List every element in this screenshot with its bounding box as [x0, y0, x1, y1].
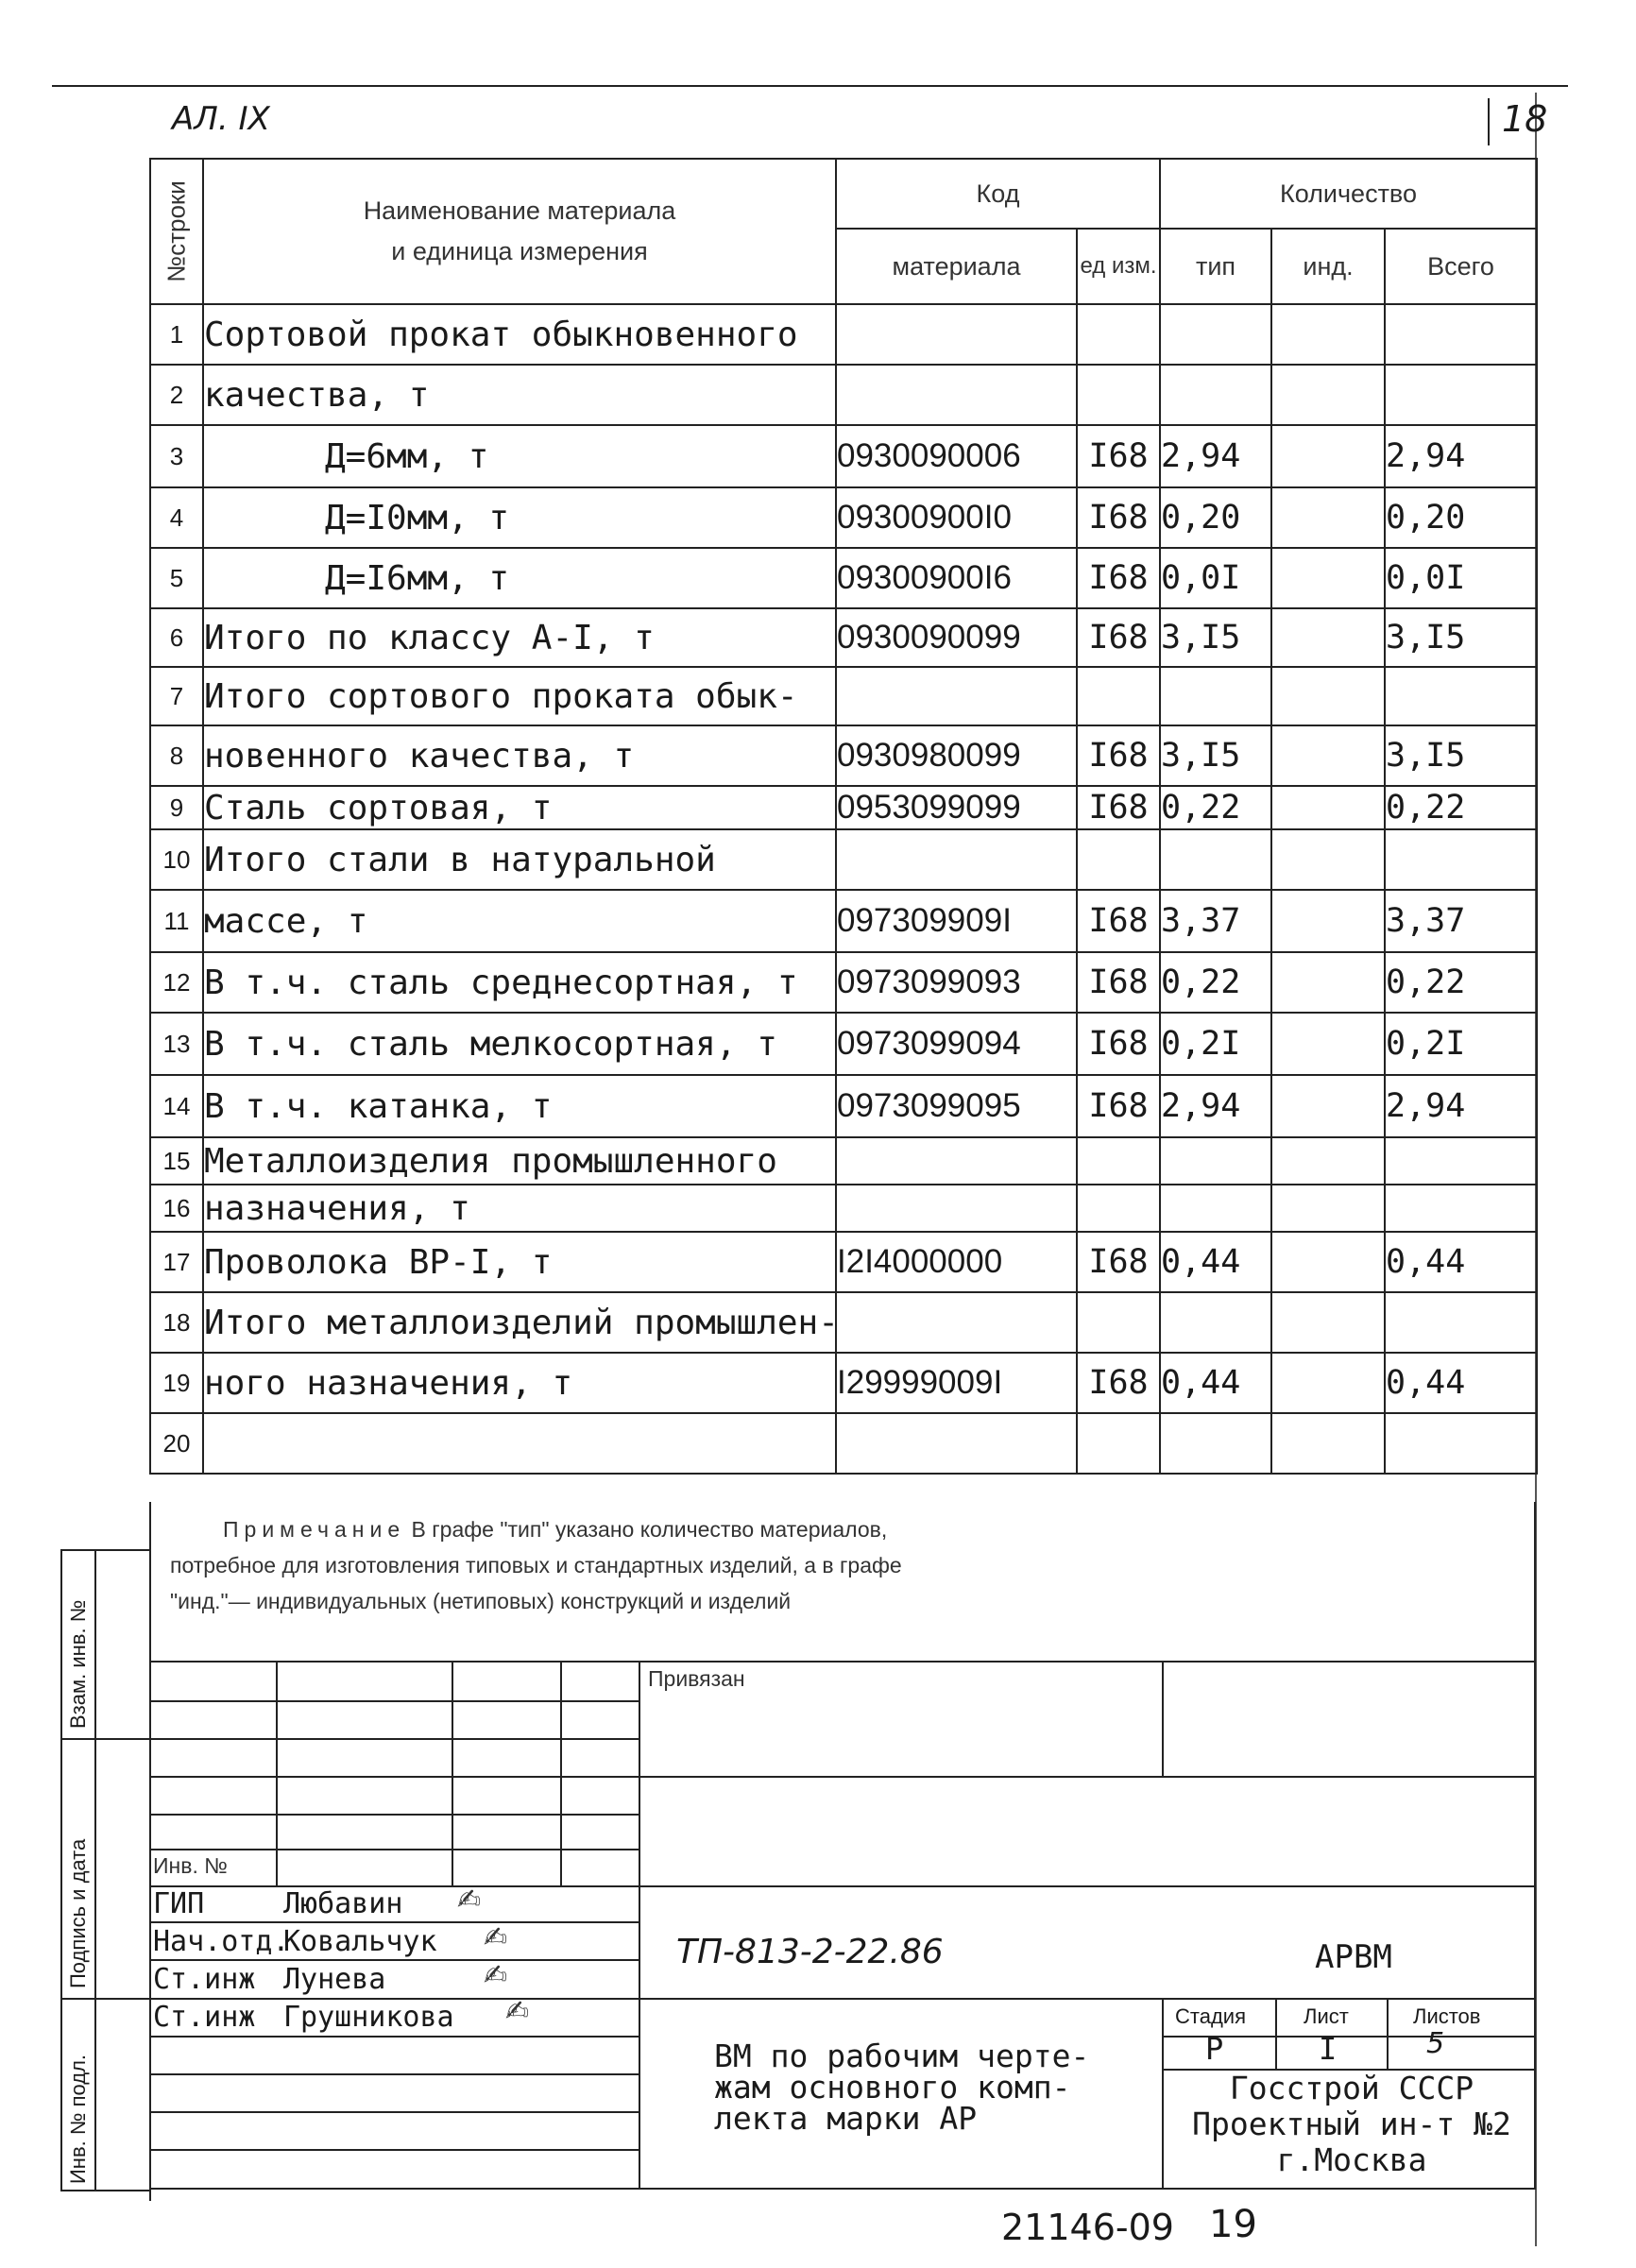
signer-role: Ст.инж [153, 1963, 256, 1996]
material-code: 09300900I6 [836, 548, 1077, 608]
unit-code [1077, 1137, 1160, 1185]
signer-role: Ст.инж [153, 2001, 256, 2034]
material-code [836, 1137, 1077, 1185]
sheets-label: Листов [1413, 2004, 1481, 2028]
qty-ind [1271, 1413, 1385, 1474]
material-name: ного назначения, т [203, 1353, 836, 1413]
tb-sign-row-2 [149, 1959, 640, 1961]
col-quantity-header: Количество [1160, 159, 1537, 229]
material-code: 0973099095 [836, 1075, 1077, 1137]
row-number: 5 [150, 548, 203, 608]
material-code [836, 304, 1077, 365]
qty-ind [1271, 1075, 1385, 1137]
row-number: 12 [150, 952, 203, 1013]
tb-col-1 [276, 1661, 278, 1885]
qty-type: 2,94 [1160, 1075, 1271, 1137]
privyazan-label: Привязан [648, 1666, 745, 1691]
col-row-no-header: №строки [150, 159, 203, 304]
series-mark: АЛ. IX [172, 100, 270, 138]
qty-total: 0,22 [1385, 952, 1537, 1013]
table-row [150, 1292, 1537, 1353]
qty-type [1160, 365, 1271, 425]
sidebar-sep-1 [60, 1738, 151, 1740]
table-row [150, 1185, 1537, 1232]
tb-left-row-3 [149, 1814, 640, 1816]
row-number: 15 [150, 1137, 203, 1185]
row-number: 17 [150, 1232, 203, 1292]
sidebar-podpis-label: Подпись и дата [66, 1838, 90, 1988]
tb-left-row-2 [149, 1738, 640, 1740]
unit-code [1077, 667, 1160, 725]
row-number: 8 [150, 725, 203, 786]
qty-type [1160, 1185, 1271, 1232]
tb-sign-row-3 [149, 2036, 640, 2038]
material-code: I29999009I [836, 1353, 1077, 1413]
col-total-header: Всего [1385, 229, 1537, 304]
row-number: 3 [150, 425, 203, 487]
tb-stage-col-2 [1387, 1998, 1389, 2069]
material-name: Сталь сортовая, т [203, 786, 836, 829]
note-lead: Примечание [223, 1517, 406, 1542]
sidebar-vzam-label: Взам. инв. № [66, 1599, 90, 1729]
note-left-border [149, 1502, 151, 2201]
signature-4: ✍ [505, 1995, 530, 2028]
materials-table-body [150, 304, 1537, 1474]
material-code [836, 667, 1077, 725]
table-row [150, 1013, 1537, 1075]
inv-no-label: Инв. № [153, 1853, 228, 1878]
tb-privyazan-divider [1162, 1661, 1164, 1776]
row-number: 2 [150, 365, 203, 425]
qty-total: 3,I5 [1385, 725, 1537, 786]
qty-type: 0,44 [1160, 1232, 1271, 1292]
qty-ind [1271, 829, 1385, 890]
qty-total [1385, 667, 1537, 725]
unit-code: I68 [1077, 890, 1160, 952]
qty-ind [1271, 304, 1385, 365]
page-number: 18 [1502, 98, 1548, 140]
row-number: 9 [150, 786, 203, 829]
doc-description: ВМ по рабочим черте- жам основного комп- лекта марки АР [714, 2038, 1090, 2137]
material-name: Д=I0мм, т [203, 487, 836, 548]
note-block [170, 1511, 945, 1619]
tb-sign-row-5 [149, 2111, 640, 2113]
material-name: качества, т [203, 365, 836, 425]
unit-code: I68 [1077, 725, 1160, 786]
unit-code [1077, 304, 1160, 365]
signer-role: ГИП [153, 1887, 205, 1920]
qty-total: 0,44 [1385, 1232, 1537, 1292]
qty-type: 0,0I [1160, 548, 1271, 608]
tb-top [149, 1661, 1536, 1663]
row-number: 19 [150, 1353, 203, 1413]
row-number: 6 [150, 608, 203, 667]
row-number: 18 [150, 1292, 203, 1353]
qty-ind [1271, 1353, 1385, 1413]
row-number: 1 [150, 304, 203, 365]
table-row [150, 304, 1537, 365]
sidebar-top [60, 1549, 151, 1551]
qty-total: 0,2I [1385, 1013, 1537, 1075]
tb-org-divider [1162, 1998, 1164, 2188]
archive-number: 21146-09 [1001, 2207, 1174, 2248]
signer-name: Любавин [283, 1887, 403, 1920]
table-row [150, 1075, 1537, 1137]
material-name: Д=I6мм, т [203, 548, 836, 608]
material-code: 0973099093 [836, 952, 1077, 1013]
tb-sign-row-4 [149, 2073, 640, 2075]
table-row [150, 725, 1537, 786]
tb-col-4 [639, 1661, 640, 2188]
stage-value: Р [1205, 2031, 1224, 2067]
doc-mark: АРВМ [1315, 1938, 1392, 1976]
table-row [150, 952, 1537, 1013]
material-code: 0973099094 [836, 1013, 1077, 1075]
signer-role: Нач.отд. [153, 1925, 290, 1958]
qty-ind [1271, 786, 1385, 829]
row-number: 13 [150, 1013, 203, 1075]
row-number: 14 [150, 1075, 203, 1137]
table-row [150, 608, 1537, 667]
tb-sign-row-6 [149, 2149, 640, 2151]
row-number: 20 [150, 1413, 203, 1474]
tb-left-row-4 [149, 1849, 640, 1850]
qty-total [1385, 1185, 1537, 1232]
material-code: 09300900I0 [836, 487, 1077, 548]
qty-total: 2,94 [1385, 1075, 1537, 1137]
qty-ind [1271, 1185, 1385, 1232]
qty-type [1160, 1292, 1271, 1353]
frame-top-line [52, 85, 1568, 87]
row-number: 10 [150, 829, 203, 890]
material-code [836, 1292, 1077, 1353]
sidebar-outer-border [60, 1549, 62, 2191]
material-code: 0930980099 [836, 725, 1077, 786]
material-code: 0930090006 [836, 425, 1077, 487]
material-name: Д=6мм, т [203, 425, 836, 487]
sheet-value: I [1319, 2031, 1338, 2067]
material-code: 0953099099 [836, 786, 1077, 829]
tb-sign-row-1 [149, 1921, 640, 1923]
unit-code: I68 [1077, 1075, 1160, 1137]
tb-bottom [149, 2188, 1536, 2190]
unit-code [1077, 1185, 1160, 1232]
unit-code: I68 [1077, 952, 1160, 1013]
material-name: Металлоизделия промышленного [203, 1137, 836, 1185]
unit-code: I68 [1077, 786, 1160, 829]
signature-1: ✍ [457, 1884, 482, 1917]
unit-code: I68 [1077, 1232, 1160, 1292]
material-code [836, 1185, 1077, 1232]
qty-ind [1271, 548, 1385, 608]
qty-ind [1271, 725, 1385, 786]
footer-page-number: 19 [1209, 2203, 1257, 2246]
qty-total [1385, 1413, 1537, 1474]
row-number: 11 [150, 890, 203, 952]
material-name: В т.ч. сталь среднесортная, т [203, 952, 836, 1013]
note-text: В графе "тип" указано количество материалов, потребное для изготовления типовых и стандартных изделий, а в графе "инд."— индивидуальных (нетиповых) конструкций и изделий [170, 1517, 902, 1613]
tb-desc-top [149, 1998, 1536, 2000]
page-number-divider [1488, 98, 1490, 145]
qty-type [1160, 304, 1271, 365]
unit-code: I68 [1077, 1353, 1160, 1413]
row-number: 4 [150, 487, 203, 548]
table-row [150, 548, 1537, 608]
unit-code [1077, 829, 1160, 890]
unit-code [1077, 1292, 1160, 1353]
tb-col-3 [560, 1661, 562, 1885]
qty-total: 3,I5 [1385, 608, 1537, 667]
row-number: 7 [150, 667, 203, 725]
table-row [150, 829, 1537, 890]
qty-ind [1271, 425, 1385, 487]
sheets-value: 5 [1426, 2027, 1445, 2060]
qty-type: 0,22 [1160, 952, 1271, 1013]
tb-mid-row [149, 1776, 1536, 1778]
qty-type: 0,20 [1160, 487, 1271, 548]
qty-ind [1271, 890, 1385, 952]
signature-3: ✍ [484, 1959, 508, 1992]
qty-total [1385, 1292, 1537, 1353]
qty-total [1385, 829, 1537, 890]
table-row [150, 786, 1537, 829]
qty-total: 3,37 [1385, 890, 1537, 952]
qty-type [1160, 667, 1271, 725]
qty-type: 2,94 [1160, 425, 1271, 487]
unit-code: I68 [1077, 487, 1160, 548]
signature-2: ✍ [484, 1921, 508, 1954]
qty-total: 0,20 [1385, 487, 1537, 548]
table-row [150, 425, 1537, 487]
material-name: В т.ч. катанка, т [203, 1075, 836, 1137]
sidebar-inner-border [94, 1549, 96, 2191]
qty-ind [1271, 1232, 1385, 1292]
qty-total [1385, 1137, 1537, 1185]
material-name: Итого по классу А-I, т [203, 608, 836, 667]
qty-type: 3,37 [1160, 890, 1271, 952]
qty-ind [1271, 952, 1385, 1013]
qty-type: 3,I5 [1160, 608, 1271, 667]
qty-total: 2,94 [1385, 425, 1537, 487]
materials-table [149, 158, 1538, 1475]
table-row [150, 890, 1537, 952]
material-name: В т.ч. сталь мелкосортная, т [203, 1013, 836, 1075]
doc-code: ТП-813-2-22.86 [676, 1933, 944, 1971]
material-name: новенного качества, т [203, 725, 836, 786]
table-row [150, 1413, 1537, 1474]
stage-label: Стадия [1175, 2004, 1246, 2028]
table-row [150, 1137, 1537, 1185]
col-ind-header: инд. [1271, 229, 1385, 304]
col-material-header: материала [836, 229, 1077, 304]
qty-total [1385, 365, 1537, 425]
sidebar-sep-2 [60, 1998, 151, 2000]
material-name: Итого металлоизделий промышлен- [203, 1292, 836, 1353]
col-unit-header: ед изм. [1077, 229, 1160, 304]
unit-code [1077, 365, 1160, 425]
sheet-label: Лист [1304, 2004, 1349, 2028]
qty-total: 0,0I [1385, 548, 1537, 608]
material-code: 097309909I [836, 890, 1077, 952]
qty-ind [1271, 667, 1385, 725]
material-name: массе, т [203, 890, 836, 952]
material-name: Итого сортового проката обык- [203, 667, 836, 725]
unit-code: I68 [1077, 425, 1160, 487]
qty-ind [1271, 1013, 1385, 1075]
signer-name: Грушникова [283, 2001, 454, 2034]
material-name [203, 1413, 836, 1474]
qty-type: 0,2I [1160, 1013, 1271, 1075]
col-type-header: тип [1160, 229, 1271, 304]
qty-total [1385, 304, 1537, 365]
table-row [150, 1232, 1537, 1292]
table-row [150, 365, 1537, 425]
qty-type [1160, 1413, 1271, 1474]
qty-ind [1271, 608, 1385, 667]
qty-total: 0,44 [1385, 1353, 1537, 1413]
qty-ind [1271, 1292, 1385, 1353]
material-code: 0930090099 [836, 608, 1077, 667]
unit-code: I68 [1077, 548, 1160, 608]
unit-code [1077, 1413, 1160, 1474]
tb-left-row-1 [149, 1700, 640, 1702]
material-name: Итого стали в натуральной [203, 829, 836, 890]
qty-ind [1271, 1137, 1385, 1185]
qty-ind [1271, 487, 1385, 548]
material-code [836, 829, 1077, 890]
qty-total: 0,22 [1385, 786, 1537, 829]
signer-name: Ковальчук [283, 1925, 437, 1958]
org-name: Госстрой СССР Проектный ин-т №2 г.Москва [1192, 2070, 1511, 2178]
material-code [836, 1413, 1077, 1474]
material-code [836, 365, 1077, 425]
material-code: I2I4000000 [836, 1232, 1077, 1292]
sidebar-bottom [60, 2190, 151, 2191]
col-code-header: Код [836, 159, 1160, 229]
col-name-header: Наименование материала и единица измерения [203, 159, 836, 304]
table-row [150, 487, 1537, 548]
table-row [150, 1353, 1537, 1413]
qty-ind [1271, 365, 1385, 425]
qty-type [1160, 1137, 1271, 1185]
qty-type: 0,44 [1160, 1353, 1271, 1413]
material-name: Проволока ВР-I, т [203, 1232, 836, 1292]
qty-type: 0,22 [1160, 786, 1271, 829]
material-name: назначения, т [203, 1185, 836, 1232]
row-number: 16 [150, 1185, 203, 1232]
qty-type [1160, 829, 1271, 890]
unit-code: I68 [1077, 608, 1160, 667]
material-name: Сортовой прокат обыкновенного [203, 304, 836, 365]
qty-type: 3,I5 [1160, 725, 1271, 786]
tb-stage-col-1 [1275, 1998, 1277, 2069]
tb-col-2 [452, 1661, 453, 1885]
sidebar-inv-label: Инв. № подл. [66, 2054, 90, 2184]
signer-name: Лунева [283, 1963, 386, 1996]
table-row [150, 667, 1537, 725]
unit-code: I68 [1077, 1013, 1160, 1075]
